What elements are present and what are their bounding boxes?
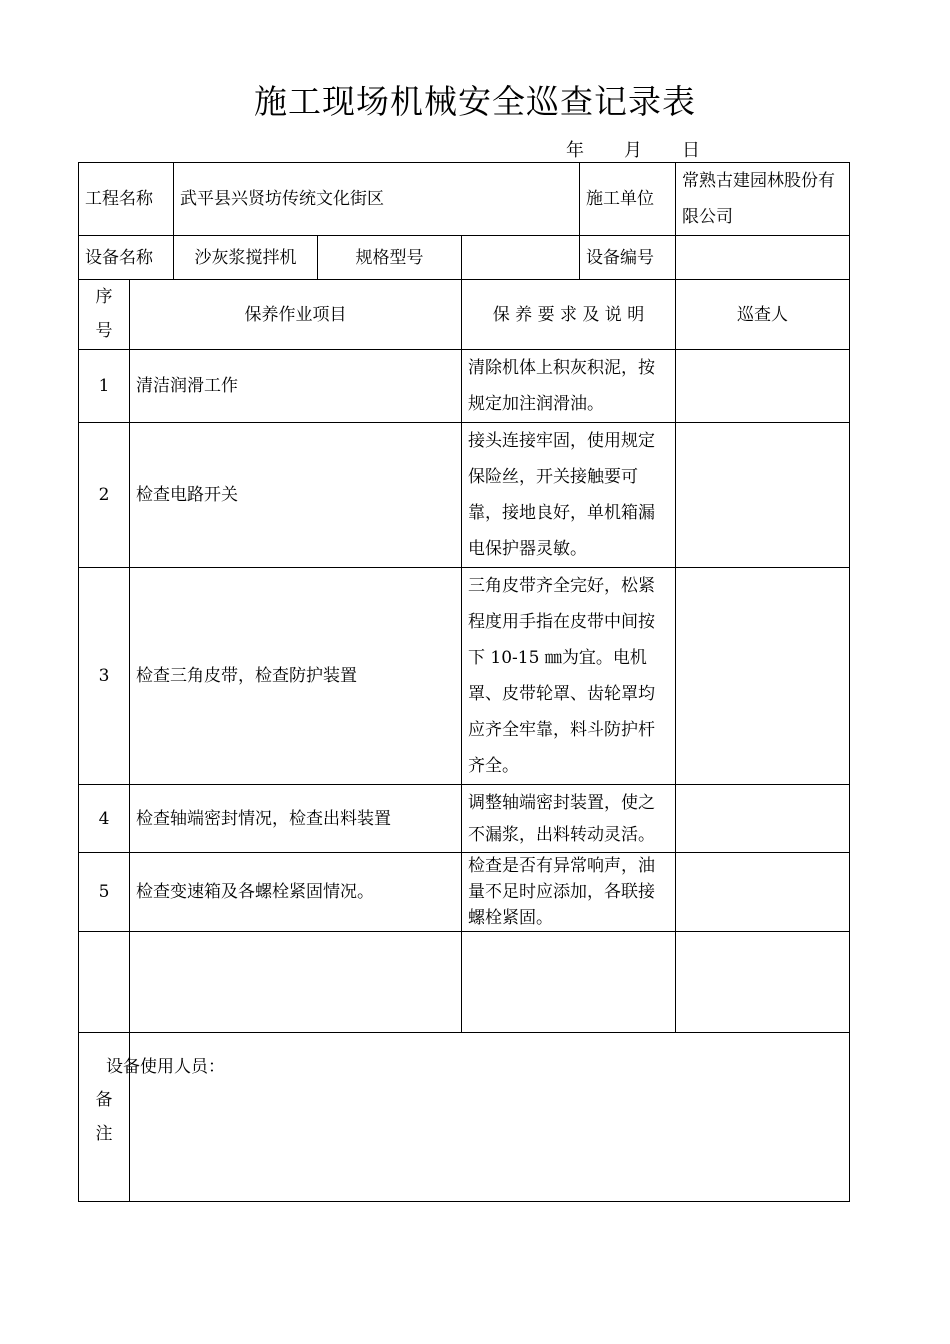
row-4-requirement: 调整轴端密封装置，使之不漏浆，出料转动灵活。 — [462, 785, 676, 853]
remarks-label-1: 备 — [95, 1089, 113, 1110]
row-2-inspector — [676, 423, 850, 568]
row-3-item: 检查三角皮带，检查防护装置 — [130, 568, 462, 785]
equip-no-label: 设备编号 — [580, 236, 676, 280]
page-title: 施工现场机械安全巡查记录表 — [254, 82, 696, 121]
requirement-header: 保 养 要 求 及 说 明 — [462, 280, 676, 350]
row-5-requirement: 检查是否有异常响声，油量不足时应添加，各联接螺栓紧固。 — [462, 853, 676, 932]
row-2-item: 检查电路开关 — [130, 423, 462, 568]
equipment-value: 沙灰浆搅拌机 — [174, 236, 318, 280]
seq-header-1: 序 — [95, 287, 113, 307]
date-day: 日 — [682, 140, 700, 161]
equipment-user-label: 设备使用人员： — [106, 1057, 225, 1077]
row-3-requirement: 三角皮带齐全完好，松紧程度用手指在皮带中间按下 10-15 ㎜为宜。电机罩、皮带轮罩、齿轮罩均应齐全牢靠，料斗防护杆齐全。 — [462, 568, 676, 785]
blank-row-item — [130, 932, 462, 1033]
row-1-inspector — [676, 350, 850, 423]
remarks-value — [130, 1033, 850, 1202]
date-month: 月 — [624, 140, 642, 161]
contractor-label: 施工单位 — [580, 163, 676, 236]
row-2-no: 2 — [79, 423, 130, 568]
row-4-inspector — [676, 785, 850, 853]
spec-label: 规格型号 — [318, 236, 462, 280]
row-4-no: 4 — [79, 785, 130, 853]
remarks-label-2: 注 — [95, 1123, 113, 1144]
row-5-item: 检查变速箱及各螺栓紧固情况。 — [130, 853, 462, 932]
inspection-table — [78, 162, 850, 1202]
row-5-no: 5 — [79, 853, 130, 932]
contractor-value: 常熟古建园林股份有限公司 — [676, 163, 850, 236]
blank-row-no — [79, 932, 130, 1033]
equip-no-value — [676, 236, 850, 280]
item-header: 保养作业项目 — [130, 280, 462, 350]
blank-row-requirement — [462, 932, 676, 1033]
row-5-inspector — [676, 853, 850, 932]
seq-header-2: 号 — [95, 321, 113, 341]
row-1-item: 清洁润滑工作 — [130, 350, 462, 423]
equipment-label: 设备名称 — [79, 236, 174, 280]
row-1-no: 1 — [79, 350, 130, 423]
row-1-requirement: 清除机体上积灰积泥，按规定加注润滑油。 — [462, 350, 676, 423]
inspector-header: 巡查人 — [676, 280, 850, 350]
row-3-inspector — [676, 568, 850, 785]
seq-header — [79, 280, 130, 350]
project-label: 工程名称 — [79, 163, 174, 236]
row-2-requirement: 接头连接牢固，使用规定保险丝，开关接触要可靠，接地良好，单机箱漏电保护器灵敏。 — [462, 423, 676, 568]
row-3-no: 3 — [79, 568, 130, 785]
spec-value — [462, 236, 580, 280]
date-year: 年 — [566, 140, 584, 161]
blank-row-inspector — [676, 932, 850, 1033]
project-value: 武平县兴贤坊传统文化街区 — [174, 163, 580, 236]
row-4-item: 检查轴端密封情况，检查出料装置 — [130, 785, 462, 853]
